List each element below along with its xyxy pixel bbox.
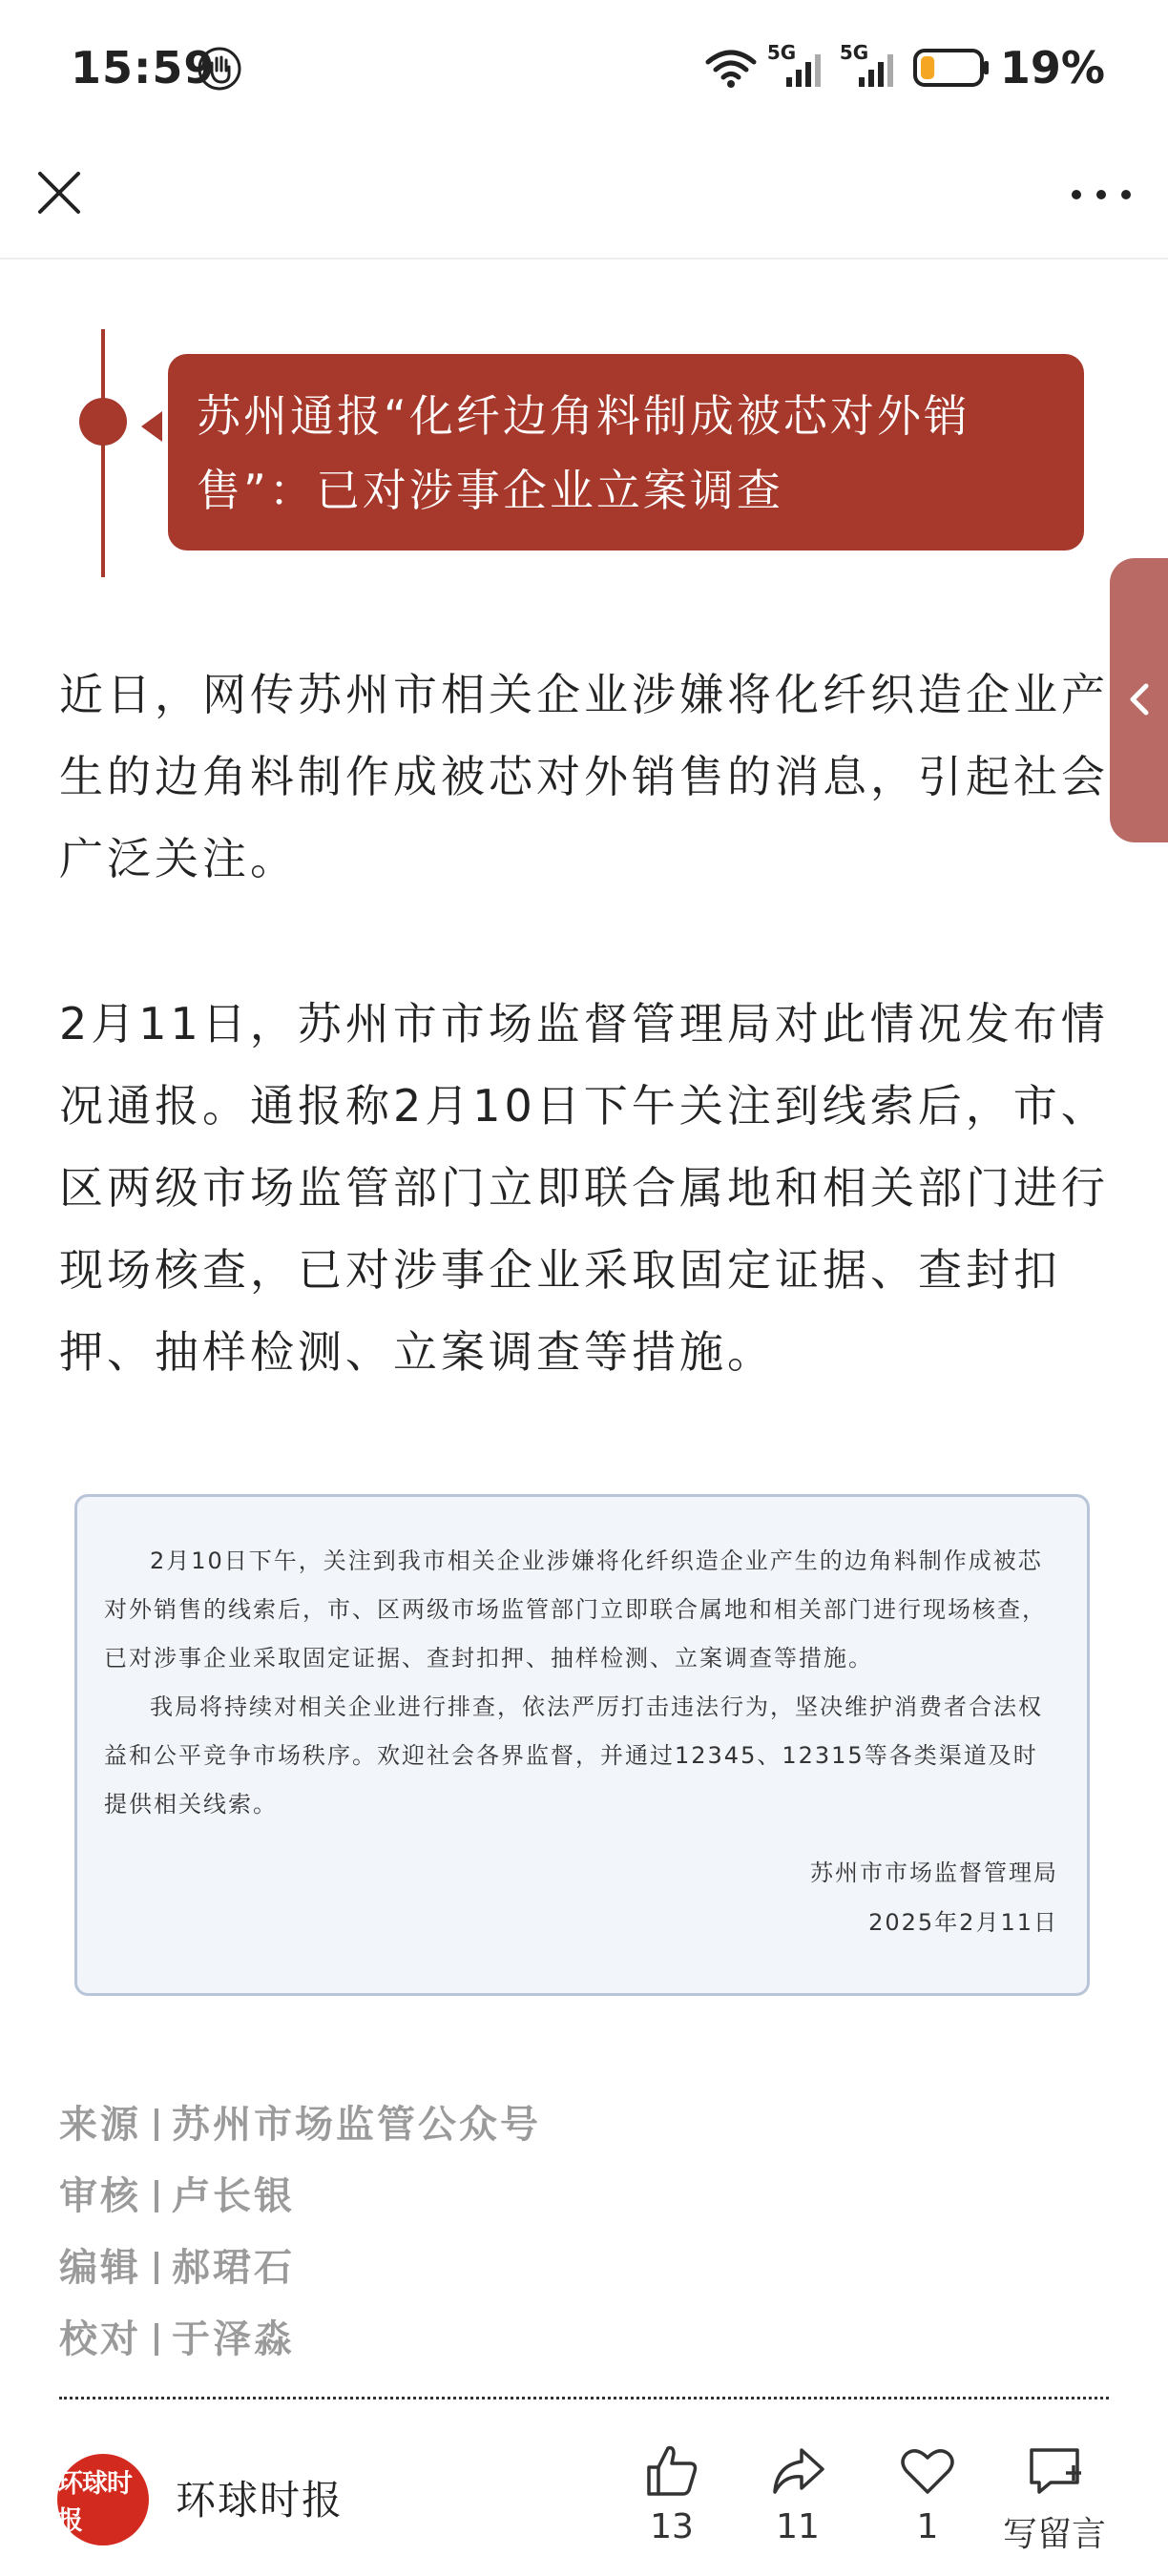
title-timeline-dot	[79, 398, 127, 446]
bottom-action-bar	[0, 2406, 1168, 2576]
article-title-block	[57, 329, 1088, 577]
wifi-icon	[704, 47, 758, 89]
write-comment-label: 写留言	[1002, 2515, 1106, 2554]
status-icons	[704, 42, 1105, 93]
network-type-2: 5G	[839, 41, 869, 64]
top-nav-bar	[0, 134, 1168, 260]
battery-percent: 19%	[999, 42, 1105, 93]
share-button[interactable]	[750, 2441, 845, 2546]
more-icon[interactable]	[1063, 162, 1139, 223]
credit-editor-label: 编辑	[59, 2246, 141, 2290]
credit-editor-value: 郝珺石	[172, 2246, 295, 2290]
network-type-1: 5G	[766, 41, 797, 64]
title-pointer	[141, 411, 162, 442]
thumbs-up-icon	[641, 2441, 702, 2502]
like-button[interactable]	[624, 2441, 720, 2546]
battery-icon	[912, 47, 991, 89]
heart-icon	[897, 2441, 958, 2502]
notice-image[interactable]	[74, 1494, 1090, 1996]
status-time: 15:59	[71, 42, 216, 93]
favorite-button[interactable]	[880, 2441, 975, 2546]
divider	[59, 2397, 1109, 2399]
notice-signature	[104, 1848, 1058, 1947]
credit-separator	[155, 2109, 158, 2141]
chevron-left-icon	[1123, 680, 1156, 718]
article-paragraph-2: 2月11日，苏州市市场监督管理局对此情况发布情况通报。通报称2月10日下午关注到线索后，市、区两级市场监管部门立即联合属地和相关部门进行现场核查，已对涉事企业采取固定证据、查封扣押、抽样检测、立案调查等措施。	[59, 998, 1109, 1378]
article-credits	[59, 2089, 541, 2376]
credit-proofread-label: 校对	[59, 2317, 141, 2361]
share-count: 11	[776, 2507, 820, 2546]
credit-separator	[155, 2252, 158, 2284]
signal-icon-1	[766, 41, 830, 89]
side-expand-tab[interactable]	[1110, 558, 1168, 842]
like-count: 13	[650, 2507, 694, 2546]
credit-separator	[155, 2180, 158, 2212]
favorite-count: 1	[916, 2507, 939, 2546]
comment-add-icon	[1024, 2441, 1085, 2502]
publisher-logo[interactable]: 环球时报	[57, 2454, 149, 2545]
credit-review-value: 卢长银	[172, 2174, 295, 2218]
credit-editor	[59, 2233, 541, 2304]
credit-proofread	[59, 2304, 541, 2376]
credit-source-value: 苏州市场监管公众号	[172, 2103, 541, 2147]
notice-paragraph-1: 2月10日下午，关注到我市相关企业涉嫌将化纤织造企业产生的边角料制作成被芯对外销售的线索后，市、区两级市场监管部门立即联合属地和相关部门进行现场核查，已对涉事企业采取固定证据、查封扣押、抽样检测、立案调查等措施。	[104, 1548, 1047, 1672]
write-comment-button[interactable]	[1002, 2441, 1107, 2556]
credit-review	[59, 2161, 541, 2233]
article-title: 苏州通报“化纤边角料制成被芯对外销售”：已对涉事企业立案调查	[168, 354, 1084, 551]
title-timeline-line	[101, 329, 105, 577]
credit-proofread-value: 于泽淼	[172, 2317, 295, 2361]
close-icon[interactable]	[29, 162, 90, 223]
credit-source	[59, 2089, 541, 2161]
notice-signature-date: 2025年2月11日	[868, 1909, 1058, 1936]
hand-icon	[197, 46, 242, 92]
publisher-name[interactable]: 环球时报	[176, 2477, 344, 2524]
status-bar	[0, 0, 1168, 134]
notice-paragraph-2: 我局将持续对相关企业进行排查，依法严厉打击违法行为，坚决维护消费者合法权益和公平竞争市场秩序。欢迎社会各界监督，并通过12345、12315等各类渠道及时提供相关线索。	[104, 1693, 1043, 1818]
notice-signature-org: 苏州市市场监督管理局	[810, 1859, 1058, 1886]
credit-source-label: 来源	[59, 2103, 141, 2147]
signal-icon-2	[839, 41, 903, 89]
article-paragraph-1: 近日，网传苏州市相关企业涉嫌将化纤织造企业产生的边角料制作成被芯对外销售的消息，引起社会广泛关注。	[59, 669, 1109, 884]
share-icon	[767, 2441, 828, 2502]
credit-separator	[155, 2323, 158, 2356]
credit-review-label: 审核	[59, 2174, 141, 2218]
